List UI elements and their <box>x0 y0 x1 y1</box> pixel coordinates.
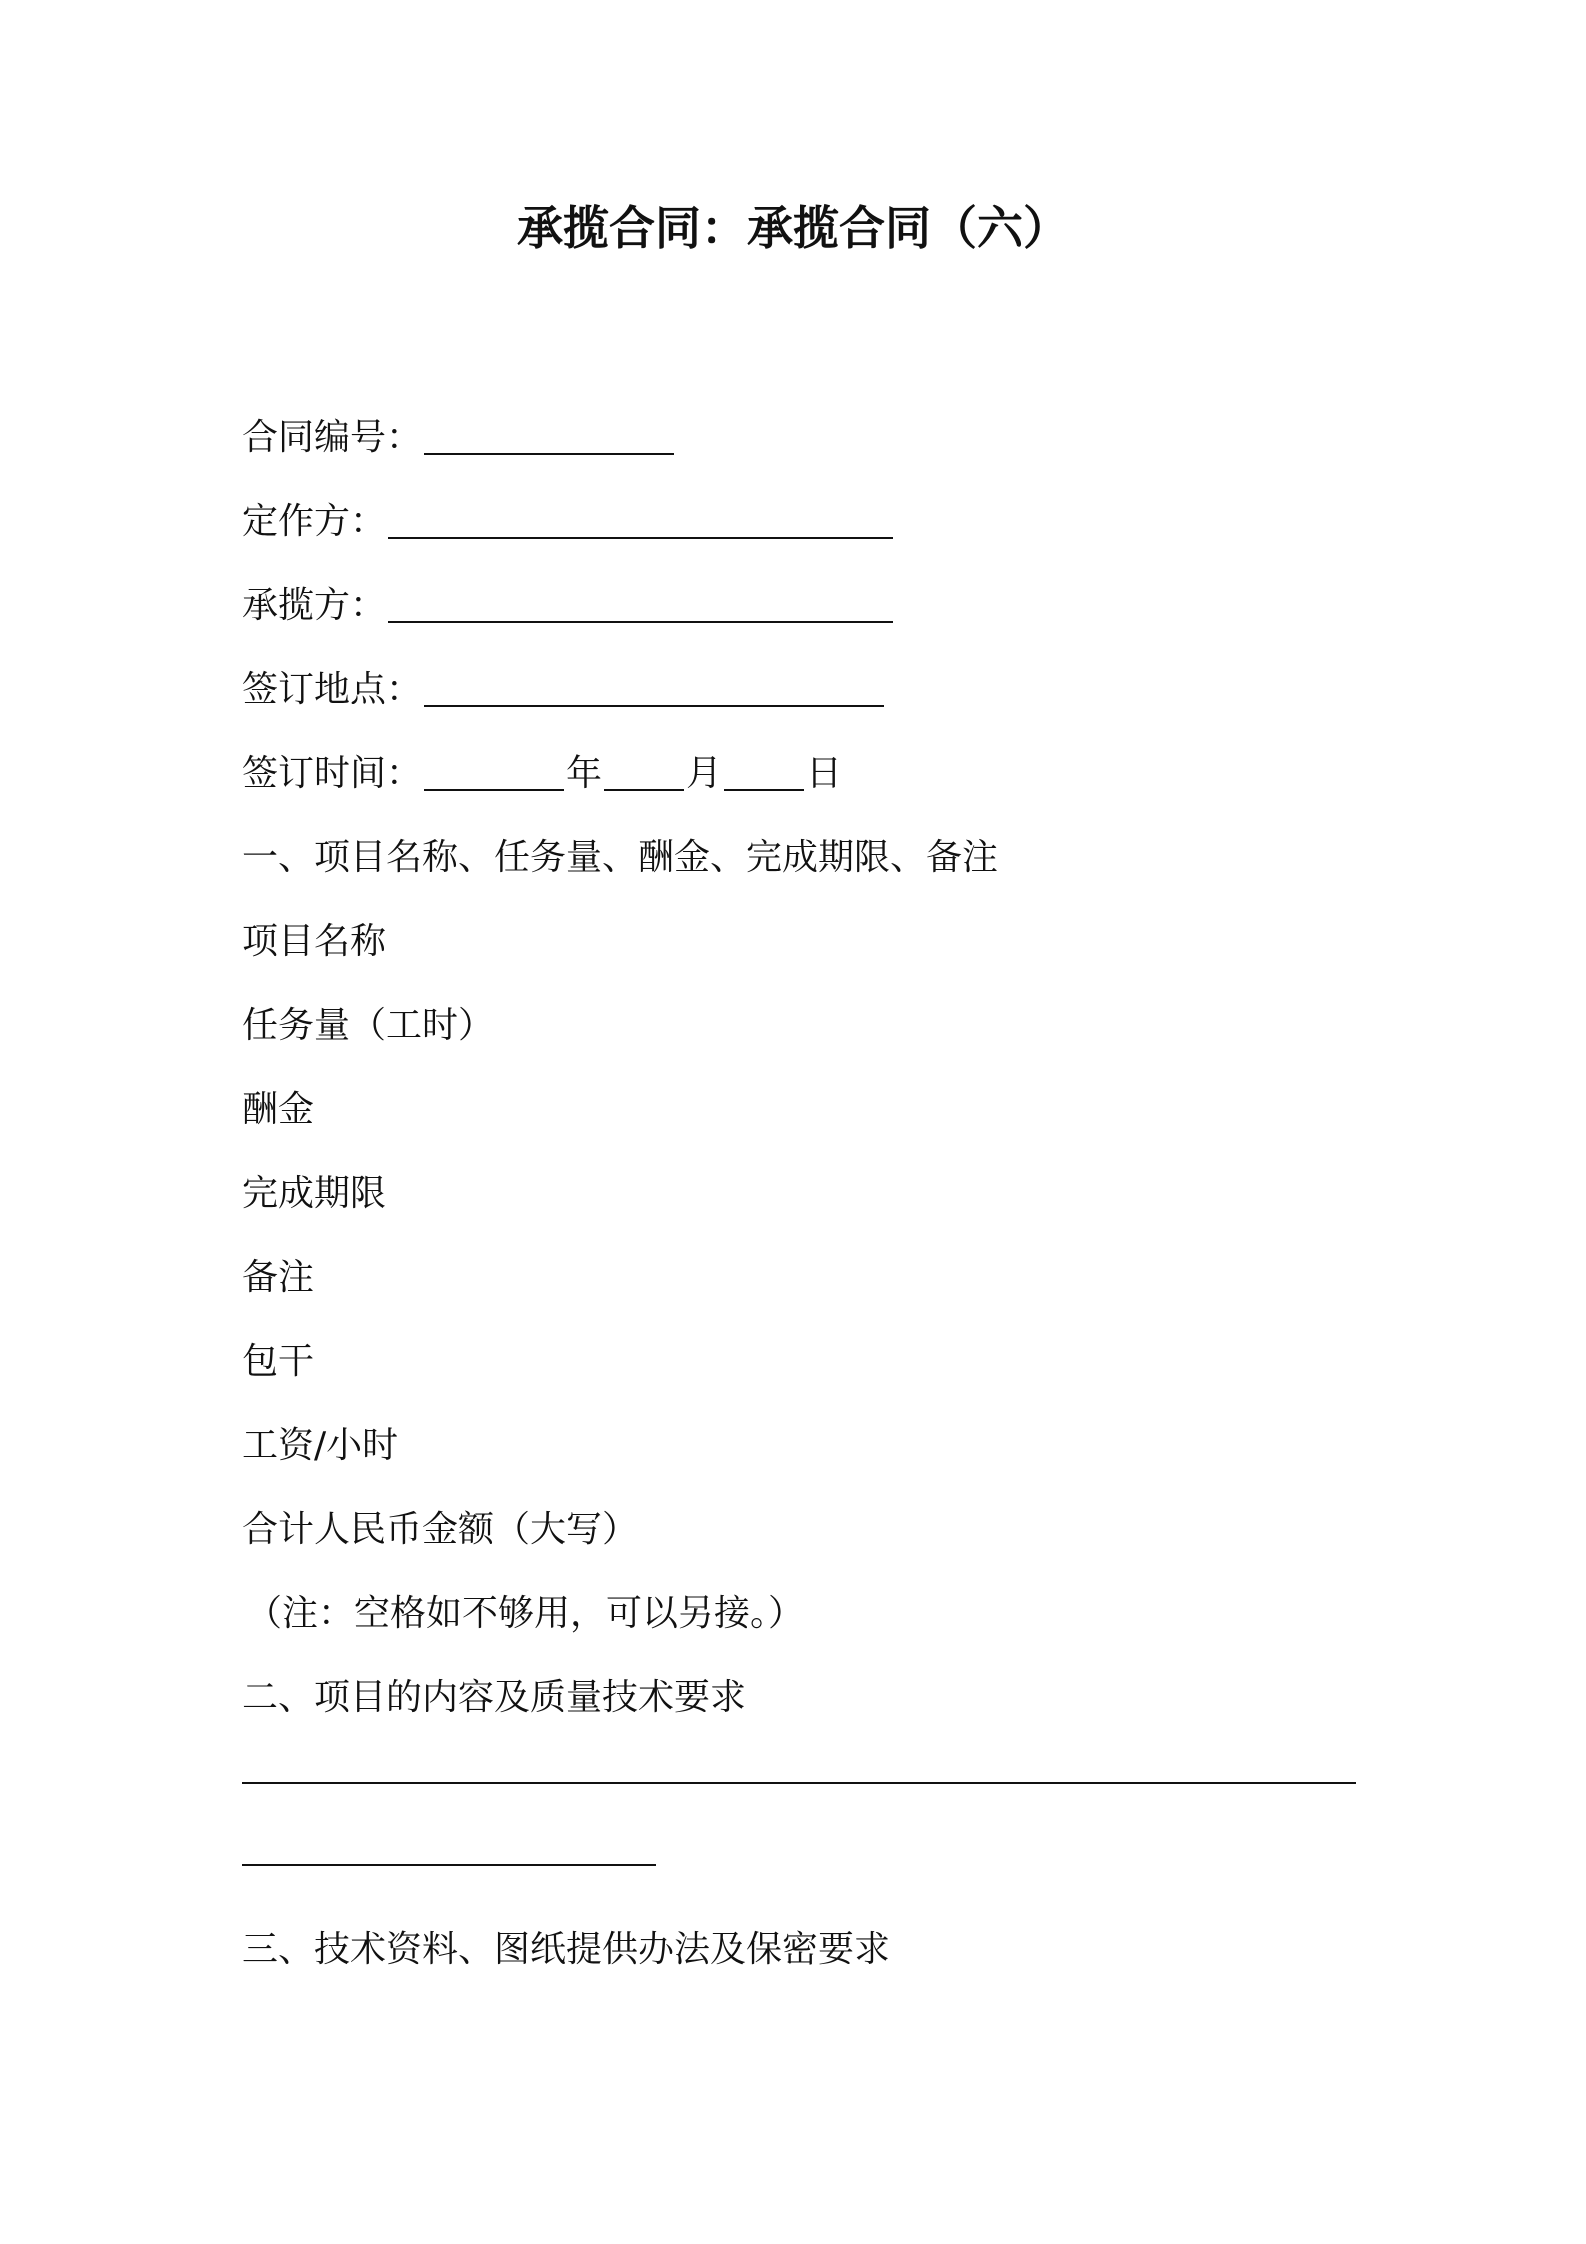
section-2-answer-line-2[interactable] <box>242 1864 656 1866</box>
contractor-blank[interactable] <box>388 619 893 623</box>
item-hourly-wage: 工资/小时 <box>242 1425 399 1466</box>
signing-place-blank[interactable] <box>424 703 884 707</box>
day-label: 日 <box>806 753 843 794</box>
contract-number-label: 合同编号： <box>242 417 423 458</box>
year-label: 年 <box>566 753 603 794</box>
contract-number-line <box>242 417 676 458</box>
item-project-name: 项目名称 <box>242 921 387 962</box>
signing-time-label: 签订时间： <box>242 753 423 794</box>
contractor-line <box>242 585 895 626</box>
orderer-label: 定作方： <box>242 501 387 542</box>
month-label: 月 <box>686 753 723 794</box>
section-1-note: （注：空格如不够用，可以另接。） <box>246 1593 805 1634</box>
signing-place-line <box>242 669 886 710</box>
item-deadline: 完成期限 <box>242 1173 387 1214</box>
item-remarks: 备注 <box>242 1257 315 1298</box>
section-1-heading: 一、项目名称、任务量、酬金、完成期限、备注 <box>242 837 999 878</box>
month-blank[interactable] <box>604 787 684 791</box>
signing-time-line <box>242 753 843 794</box>
signing-place-label: 签订地点： <box>242 669 423 710</box>
orderer-blank[interactable] <box>388 535 893 539</box>
contractor-label: 承揽方： <box>242 585 387 626</box>
day-blank[interactable] <box>724 787 804 791</box>
item-lump-sum: 包干 <box>242 1341 315 1382</box>
item-remuneration: 酬金 <box>242 1089 315 1130</box>
item-workload: 任务量（工时） <box>242 1005 495 1046</box>
document-title: 承揽合同：承揽合同（六） <box>517 201 1069 255</box>
section-3-heading: 三、技术资料、图纸提供办法及保密要求 <box>242 1929 891 1970</box>
section-2-answer-line-1[interactable] <box>242 1782 1356 1784</box>
section-2-heading: 二、项目的内容及质量技术要求 <box>242 1677 747 1718</box>
contract-number-blank[interactable] <box>424 451 674 455</box>
orderer-line <box>242 501 895 542</box>
item-total-amount: 合计人民币金额（大写） <box>242 1509 639 1550</box>
year-blank[interactable] <box>424 787 564 791</box>
